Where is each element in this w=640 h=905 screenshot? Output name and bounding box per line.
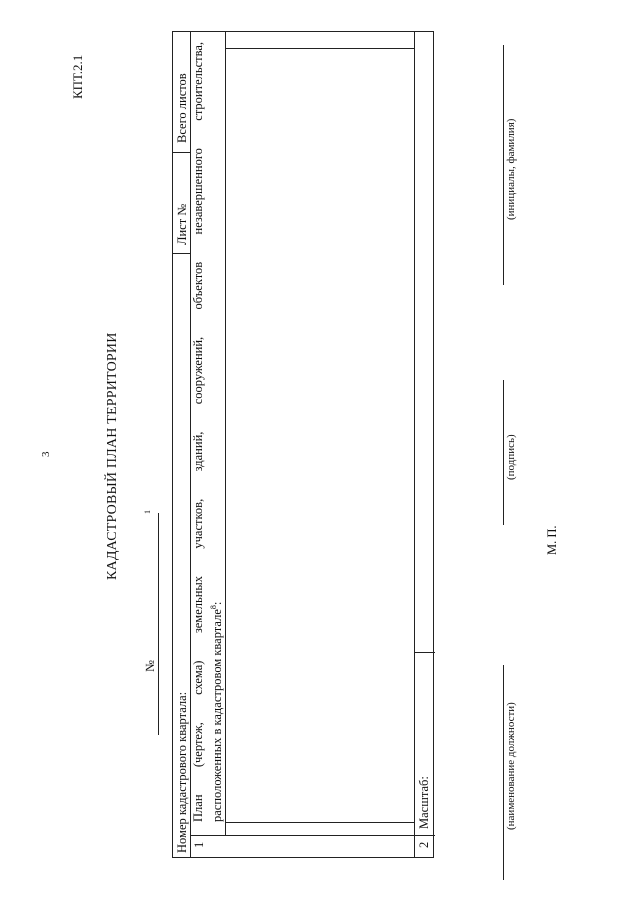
initials-line <box>503 45 504 285</box>
scale-divider <box>414 652 435 653</box>
row-2-index: 2 <box>417 841 431 848</box>
plan-description: План (чертеж, схема) земельных участков, зданий, сооружений, объектов незавершенного строительства, расположенных в кадастровом квартале$^8$: <box>191 42 225 822</box>
page-title: КАДАСТРОВЫЙ ПЛАН ТЕРРИТОРИИ <box>105 332 120 580</box>
plan-description-line-1: План (чертеж, схема) земельных участков, зданий, сооружений, объектов незавершенного строительства, <box>191 42 205 822</box>
header-divider-1 <box>173 253 190 254</box>
page-number: 3 <box>40 451 52 457</box>
row-1-index: 1 <box>192 841 206 848</box>
plan-description-footnote: 8 <box>209 605 218 610</box>
signature-caption: (подпись) <box>505 434 517 480</box>
row-index-divider <box>190 835 414 836</box>
number-footnote: 1 <box>143 510 152 514</box>
number-blank-left <box>158 635 159 735</box>
position-caption: (наименование должности) <box>505 702 517 830</box>
row-2-index-divider <box>414 835 435 836</box>
stamp-label: М. П. <box>545 525 559 555</box>
cadastral-form-table <box>172 31 434 858</box>
header-divider-2 <box>173 152 190 153</box>
sheet-number-label: Лист № <box>175 203 189 245</box>
signature-line <box>503 380 504 525</box>
number-sign: № <box>143 660 157 672</box>
scale-label: Масштаб: <box>417 776 431 829</box>
plan-drawing-area <box>226 50 413 822</box>
number-blank-right <box>158 513 159 645</box>
plan-description-line-2: расположенных в кадастровом квартале <box>210 609 225 822</box>
row-2-border <box>414 32 415 857</box>
form-code: КПТ.2.1 <box>70 54 85 99</box>
plan-area-right-border <box>225 48 414 49</box>
quarter-number-label: Номер кадастрового квартала: <box>175 691 189 853</box>
initials-caption: (инициалы, фамилия) <box>505 118 517 220</box>
total-sheets-label: Всего листов <box>175 73 189 143</box>
plan-area-left-border <box>225 822 414 823</box>
position-line <box>503 665 504 880</box>
